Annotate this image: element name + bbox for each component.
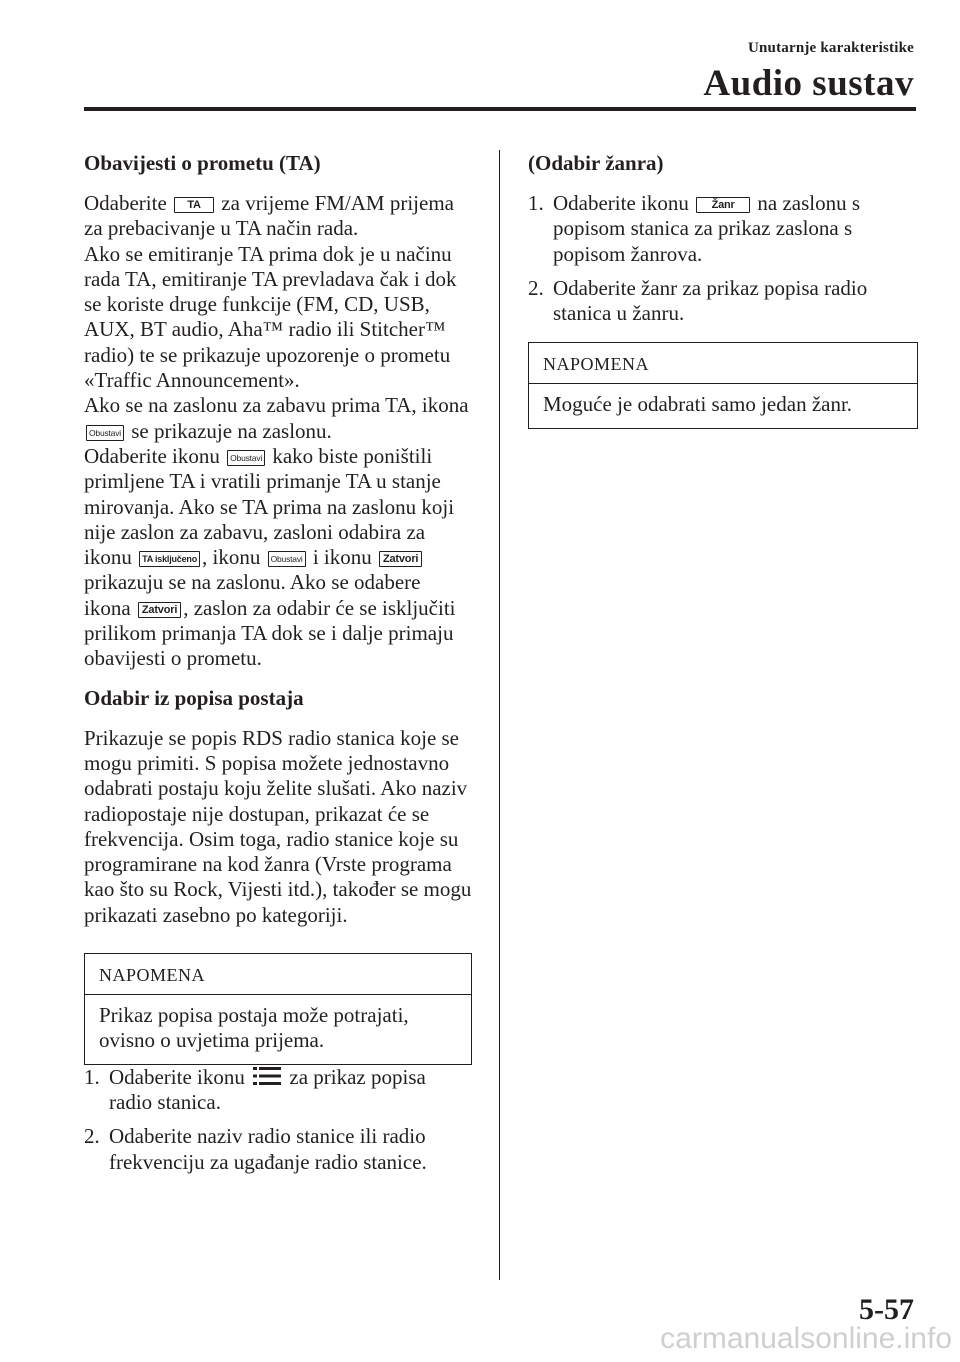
text-span: Odaberite: [84, 191, 167, 215]
text-span: za prikaz popisa radio stanica.: [109, 1064, 426, 1114]
running-header-section: Unutarnje karakteristike: [747, 40, 914, 56]
text-span: prikazuju se na zaslonu. Ako se odabere ikona: [84, 570, 421, 620]
text-span: kako biste poništili primljene TA i vratili primanje TA u stanje mirovanja. Ako se TA prima na zaslonu koji nije zaslon za zabavu, zasloni odabira za ikonu: [84, 443, 455, 570]
text-span: za vrijeme FM/AM prijema za prebacivanje u TA način rada.: [84, 191, 454, 241]
note-heading: NAPOMENA: [529, 343, 917, 384]
text-span: Odaberite žanr za prikaz popisa radio stanica u žanru.: [553, 275, 868, 326]
note-box: [528, 342, 918, 428]
zanr-button-icon: Žanr: [696, 197, 750, 213]
zatvori-button-icon: Zatvori: [379, 551, 422, 567]
obustavi-button-icon: Obustavi: [227, 450, 265, 466]
step-item: [528, 191, 918, 267]
note-box: [84, 953, 472, 1065]
list-icon: [253, 1066, 281, 1086]
right-column: [528, 150, 918, 429]
running-header-title: Audio sustav: [703, 63, 914, 104]
text-span: i ikonu: [312, 545, 372, 570]
text-span: Odaberite ikonu: [84, 443, 220, 468]
section-title-genre: (Odabir žanra): [528, 151, 664, 175]
ta-paragraph-4: [84, 444, 472, 672]
obustavi-button-icon: Obustavi: [268, 551, 306, 567]
ta-paragraph-2: Ako se emitiranje TA prima dok je u načinu rada TA, emitiranje TA prevladava čak i dok se koriste druge funkcije (FM, CD, USB, AUX, BT audio, Aha™ radio ili Stitcher™ radio) te se prikazuje upozorenje o prometu «Traffic Announcement».: [84, 241, 457, 393]
genre-steps-list: [528, 191, 918, 326]
step-item: [84, 1065, 472, 1116]
step-number: 2.: [84, 1124, 100, 1149]
watermark: carmanualsonline.info: [660, 1322, 952, 1355]
station-list-paragraph: Prikazuje se popis RDS radio stanica koje se mogu primiti. S popisa možete jednostavno odabrati postaju koju želite slušati. Ako naziv radiopostaje nije dostupan, prikazat će se frekvencija. Osim toga, radio stanice koje su programirane na kod žanra (Vrste programa kao što su Rock, Vijesti itd.), također se mogu prikazati zasebno po kategoriji.: [84, 725, 472, 927]
note-heading: NAPOMENA: [85, 954, 471, 995]
note-text: Moguće je odabrati samo jedan žanr.: [543, 392, 853, 417]
page-number: 5-57: [859, 1293, 914, 1326]
step-number: 2.: [528, 275, 544, 300]
header-rule: [84, 107, 916, 111]
text-span: , ikonu: [202, 545, 261, 570]
step-number: 1.: [528, 191, 544, 215]
column-divider: [499, 150, 500, 1280]
text-span: se prikazuje na zaslonu.: [131, 418, 332, 443]
text-span: Ako se na zaslonu za zabavu prima TA, ikona: [84, 393, 469, 418]
ta-button-icon: TA: [174, 197, 214, 213]
text-span: , zaslon za odabir će se isključiti prilikom primanja TA dok se i dalje primaju obavijesti o prometu.: [84, 595, 456, 671]
step-item: [84, 1124, 472, 1175]
ta-paragraph-3: [84, 393, 472, 444]
steps-list: [84, 1065, 472, 1175]
obustavi-button-icon: Obustavi: [86, 425, 124, 441]
text-span: Odaberite naziv radio stanice ili radio frekvenciju za ugađanje radio stanice.: [109, 1124, 427, 1174]
text-span: Odaberite ikonu: [109, 1064, 245, 1089]
left-column: [84, 150, 472, 1184]
ta-paragraph-1: [84, 191, 472, 242]
ta-iskljuceno-button-icon: TA isključeno: [139, 551, 200, 567]
step-item: [528, 276, 918, 327]
section-title-ta: Obavijesti o prometu (TA): [84, 151, 321, 175]
note-text: Prikaz popisa postaja može potrajati, ovisno o uvjetima prijema.: [99, 1003, 409, 1053]
zatvori-button-icon: Zatvori: [138, 602, 181, 618]
step-number: 1.: [84, 1064, 100, 1089]
text-span: na zaslonu s popisom stanica za prikaz zaslona s popisom žanrova.: [553, 191, 861, 266]
section-title-station-list: Odabir iz popisa postaja: [84, 685, 304, 710]
text-span: Odaberite ikonu: [553, 191, 689, 215]
